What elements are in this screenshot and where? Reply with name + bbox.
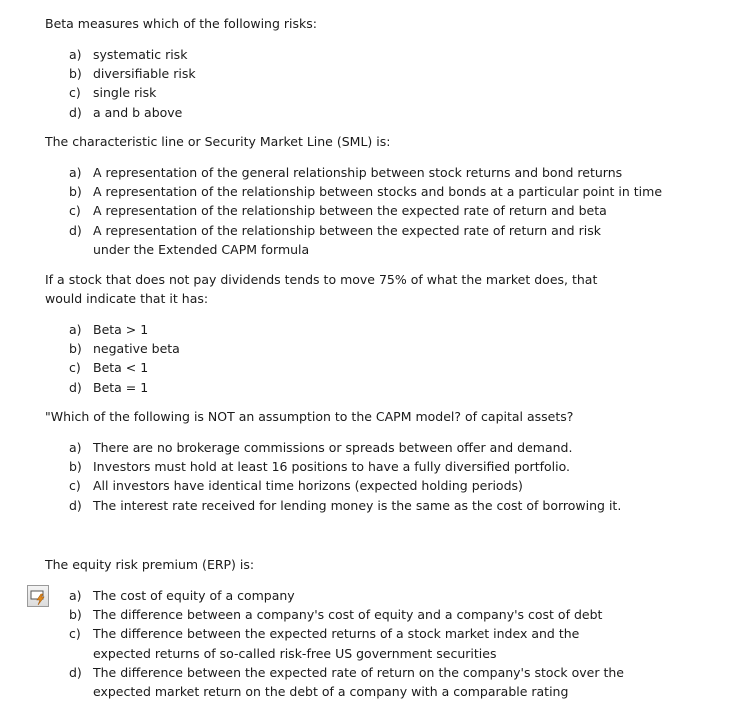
option-label: b) [69, 66, 82, 82]
option-label: a) [69, 322, 82, 337]
option-text: Beta > 1 [93, 322, 149, 337]
option-text: negative beta [93, 341, 180, 357]
option-text: The difference between a company's cost of equity and a company's cost of debt [93, 607, 603, 623]
option-text: single risk [93, 85, 157, 101]
option-text: The cost of equity of a company [93, 588, 295, 603]
option-text: a and b above [93, 104, 183, 120]
option-label: c) [69, 203, 81, 219]
list-item [69, 457, 669, 476]
question-4-options [69, 438, 669, 515]
option-label: b) [69, 607, 82, 623]
option-label: d) [69, 664, 82, 680]
option-label: a) [69, 165, 82, 180]
list-item [69, 83, 669, 102]
list-item [69, 339, 669, 358]
option-text: systematic risk [93, 47, 188, 62]
option-text: Beta = 1 [93, 379, 149, 395]
option-text: A representation of the relationship between the expected rate of return and beta [93, 203, 607, 219]
option-text: Beta < 1 [93, 360, 149, 376]
option-label: d) [69, 497, 82, 513]
list-item [69, 624, 624, 662]
list-item [69, 163, 669, 182]
option-label: c) [69, 85, 81, 101]
question-2-options [69, 163, 669, 259]
option-text: There are no brokerage commissions or spreads between offer and demand. [93, 440, 573, 455]
option-label: d) [69, 222, 82, 238]
list-item [69, 64, 669, 83]
list-item [69, 496, 669, 515]
option-label: d) [69, 379, 82, 395]
option-text: A representation of the relationship between the expected rate of return and risk under the Extended CAPM formula [93, 222, 601, 257]
option-text: A representation of the relationship between stocks and bonds at a particular point in time [93, 184, 663, 200]
option-text: A representation of the general relationship between stock returns and bond returns [93, 165, 623, 180]
option-label: a) [69, 440, 82, 455]
option-text: All investors have identical time horizons (expected holding periods) [93, 478, 523, 494]
option-text: The interest rate received for lending money is the same as the cost of borrowing it. [93, 497, 622, 513]
list-item [69, 201, 669, 220]
question-2-text: The characteristic line or Security Market Line (SML) is: [45, 134, 391, 149]
list-item [69, 45, 669, 64]
option-text: Investors must hold at least 16 positions to have a fully diversified portfolio. [93, 459, 570, 475]
option-label: b) [69, 341, 82, 357]
option-label: b) [69, 184, 82, 200]
list-item [69, 103, 669, 122]
option-label: d) [69, 104, 82, 120]
option-text: diversifiable risk [93, 66, 196, 82]
question-3-text: If a stock that does not pay dividends tends to move 75% of what the market does, that would indicate that it has: [45, 272, 598, 306]
option-label: c) [69, 478, 81, 494]
list-item [69, 476, 669, 495]
option-label: c) [69, 626, 81, 642]
list-item [69, 378, 669, 397]
question-1-options [69, 45, 669, 122]
list-item [69, 586, 624, 605]
option-label: b) [69, 459, 82, 475]
list-item [69, 221, 623, 259]
list-item [69, 182, 669, 201]
question-5-text: The equity risk premium (ERP) is: [45, 557, 255, 572]
option-text: The difference between the expected returns of a stock market index and the expected returns of so-called risk-free US government securities [93, 626, 580, 661]
option-label: a) [69, 47, 82, 62]
question-3-options [69, 320, 669, 397]
option-label: a) [69, 588, 82, 603]
option-label: c) [69, 360, 81, 376]
list-item [69, 438, 669, 457]
question-5-options [69, 586, 624, 701]
list-item [69, 605, 624, 624]
option-text: The difference between the expected rate of return on the company's stock over the expected market return on the debt of a company with a comparable rating [93, 664, 624, 700]
list-item [69, 663, 624, 701]
question-4-text: "Which of the following is NOT an assumption to the CAPM model? of capital assets? [45, 409, 574, 424]
list-item [69, 358, 669, 377]
list-item [69, 320, 669, 339]
question-1-text: Beta measures which of the following risks: [45, 16, 317, 31]
lightning-action-icon[interactable] [27, 585, 49, 607]
